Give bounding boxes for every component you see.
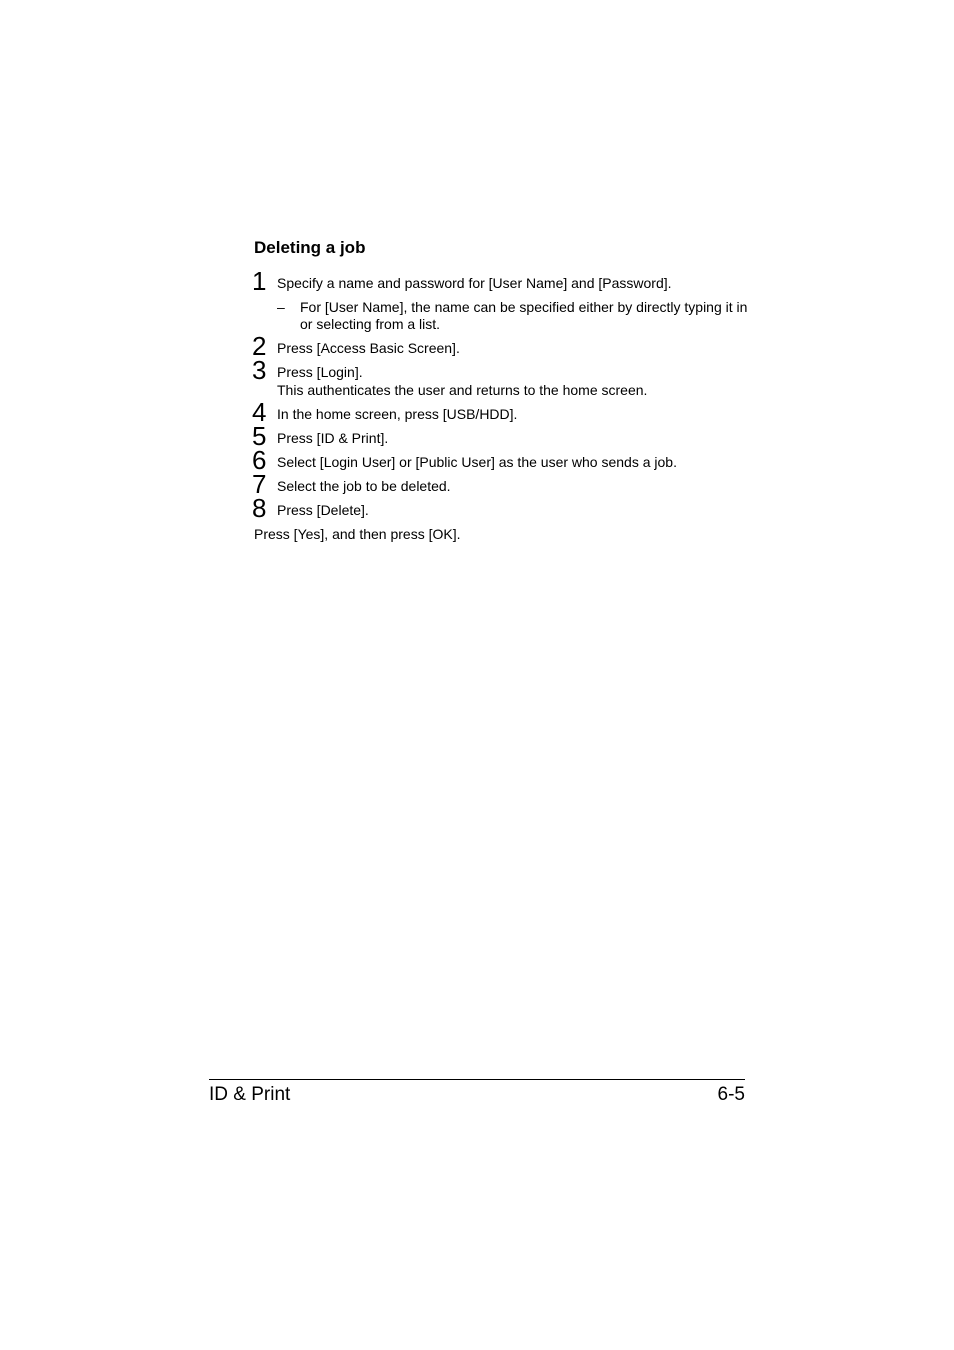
footer-divider xyxy=(209,1079,745,1080)
step-text: Press [Delete]. xyxy=(277,502,369,518)
step-text: Select the job to be deleted. xyxy=(277,478,451,494)
step-number: 6 xyxy=(252,445,267,475)
step-text: In the home screen, press [USB/HDD]. xyxy=(277,406,518,422)
closing-instruction: Press [Yes], and then press [OK]. xyxy=(254,526,461,542)
step-number: 5 xyxy=(252,421,267,451)
sub-text: For [User Name], the name can be specified either by directly typing it in or selecting from a list. xyxy=(300,299,748,332)
step-number: 3 xyxy=(252,355,267,385)
step-text: Specify a name and password for [User Name] and [Password]. xyxy=(277,275,672,291)
step-text: Press [Login]. xyxy=(277,364,363,380)
sub-bullet: – xyxy=(277,299,285,315)
step-text: Select [Login User] or [Public User] as the user who sends a job. xyxy=(277,454,677,470)
step-number: 7 xyxy=(252,469,267,499)
step-text: Press [Access Basic Screen]. xyxy=(277,340,460,356)
step-note: This authenticates the user and returns to the home screen. xyxy=(277,382,648,398)
footer-chapter-title: ID & Print xyxy=(209,1084,291,1105)
step-number: 4 xyxy=(252,397,267,427)
step-number: 1 xyxy=(252,266,267,296)
footer-page-number: 6-5 xyxy=(717,1084,745,1105)
step-number: 8 xyxy=(252,493,267,523)
section-heading: Deleting a job xyxy=(254,238,366,257)
step-number: 2 xyxy=(252,331,267,361)
step-text: Press [ID & Print]. xyxy=(277,430,389,446)
